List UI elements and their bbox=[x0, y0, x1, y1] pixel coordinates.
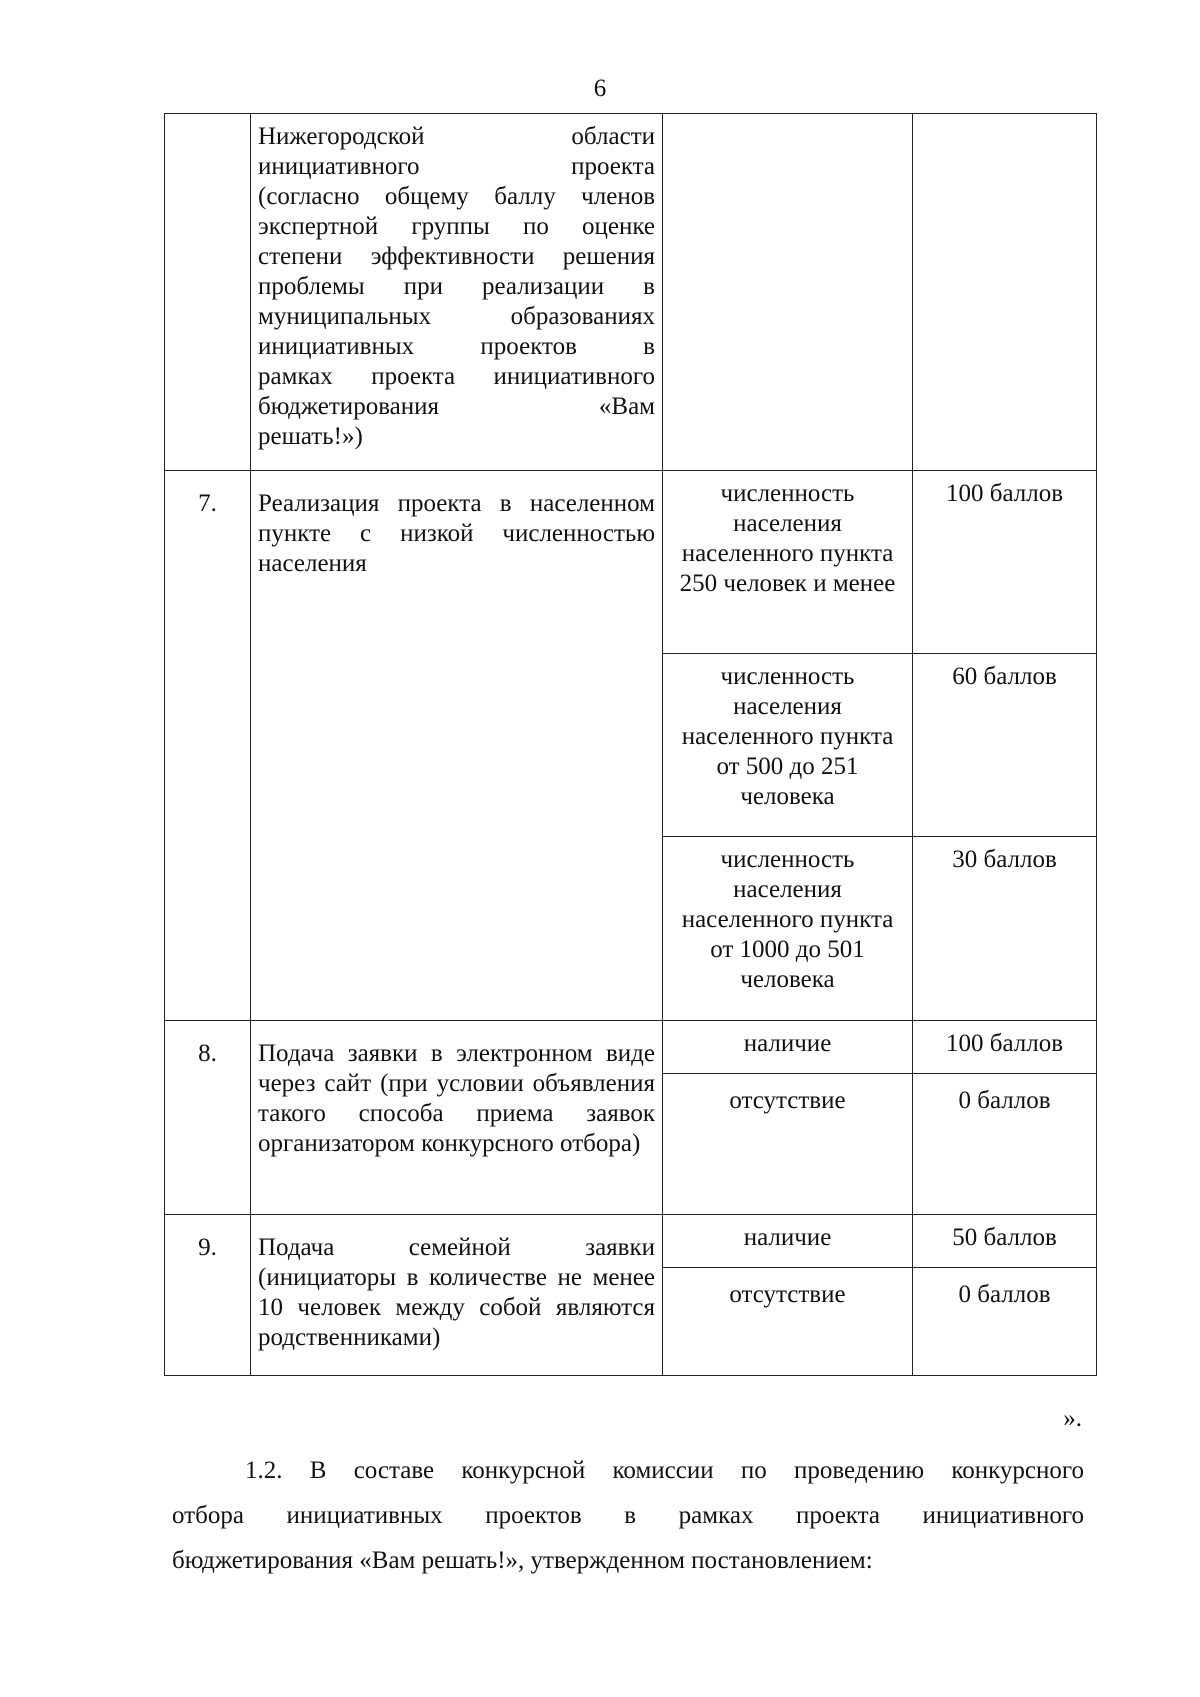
paragraph-line: бюджетирования «Вам решать!», утвержденном постановлением: bbox=[172, 1547, 873, 1574]
row-number: 8. bbox=[165, 1021, 251, 1215]
score-cell: 100 баллов bbox=[913, 1021, 1097, 1074]
number-cell bbox=[165, 114, 251, 471]
page-number: 6 bbox=[593, 75, 607, 102]
criteria-table bbox=[164, 113, 1097, 1376]
condition-cell: отсутствие bbox=[663, 1268, 913, 1376]
criterion-cell: Подача заявки в электронном виде через сайт (при условии объявления такого способа приема заявок организатором конкурсного отбора) bbox=[251, 1021, 663, 1215]
score-cell: 100 баллов bbox=[913, 471, 1097, 654]
criterion-line: бюджетирования «Вам bbox=[258, 393, 655, 420]
condition-cell: численность населения населенного пункта от 1000 до 501 человека bbox=[663, 837, 913, 1021]
row-number: 7. bbox=[165, 471, 251, 1021]
score-cell bbox=[913, 114, 1097, 471]
criterion-line: рамках проекта инициативного bbox=[258, 363, 655, 390]
criterion-line: инициативных проектов в bbox=[258, 333, 655, 360]
score-cell: 30 баллов bbox=[913, 837, 1097, 1021]
paragraph-1-2 bbox=[172, 1448, 1084, 1583]
condition-cell: отсутствие bbox=[663, 1074, 913, 1215]
condition-cell: наличие bbox=[663, 1021, 913, 1074]
paragraph-line: отбора инициативных проектов в рамках проекта инициативного bbox=[172, 1502, 1084, 1529]
criterion-line: экспертной группы по оценке bbox=[258, 213, 655, 240]
criterion-line: инициативного проекта bbox=[258, 153, 655, 180]
criterion-cell-continuation bbox=[251, 114, 663, 471]
condition-cell: численность населения населенного пункта 250 человек и менее bbox=[663, 471, 913, 654]
criterion-line: степени эффективности решения bbox=[258, 243, 655, 270]
table-row-9 bbox=[165, 1215, 1097, 1268]
row-number: 9. bbox=[165, 1215, 251, 1376]
criterion-line: решать!») bbox=[258, 423, 363, 450]
paragraph-line: 1.2. В составе конкурсной комиссии по проведению конкурсного bbox=[245, 1457, 1084, 1484]
condition-cell: наличие bbox=[663, 1215, 913, 1268]
criterion-line: Нижегородской области bbox=[258, 123, 655, 150]
table-row-continuation bbox=[165, 114, 1097, 471]
criterion-cell: Реализация проекта в населенном пункте с низкой численностью населения bbox=[251, 471, 663, 1021]
score-cell: 0 баллов bbox=[913, 1074, 1097, 1215]
score-cell: 50 баллов bbox=[913, 1215, 1097, 1268]
score-cell: 0 баллов bbox=[913, 1268, 1097, 1376]
score-cell: 60 баллов bbox=[913, 654, 1097, 837]
criterion-line: муниципальных образованиях bbox=[258, 303, 655, 330]
criterion-line: проблемы при реализации в bbox=[258, 273, 655, 300]
condition-cell bbox=[663, 114, 913, 471]
table-row-7 bbox=[165, 471, 1097, 654]
table-row-8 bbox=[165, 1021, 1097, 1074]
closing-quote: ». bbox=[1063, 1405, 1082, 1432]
criterion-line: (согласно общему баллу членов bbox=[258, 183, 655, 210]
condition-cell: численность населения населенного пункта от 500 до 251 человека bbox=[663, 654, 913, 837]
criterion-cell: Подача семейной заявки (инициаторы в количестве не менее 10 человек между собой являются родственниками) bbox=[251, 1215, 663, 1376]
